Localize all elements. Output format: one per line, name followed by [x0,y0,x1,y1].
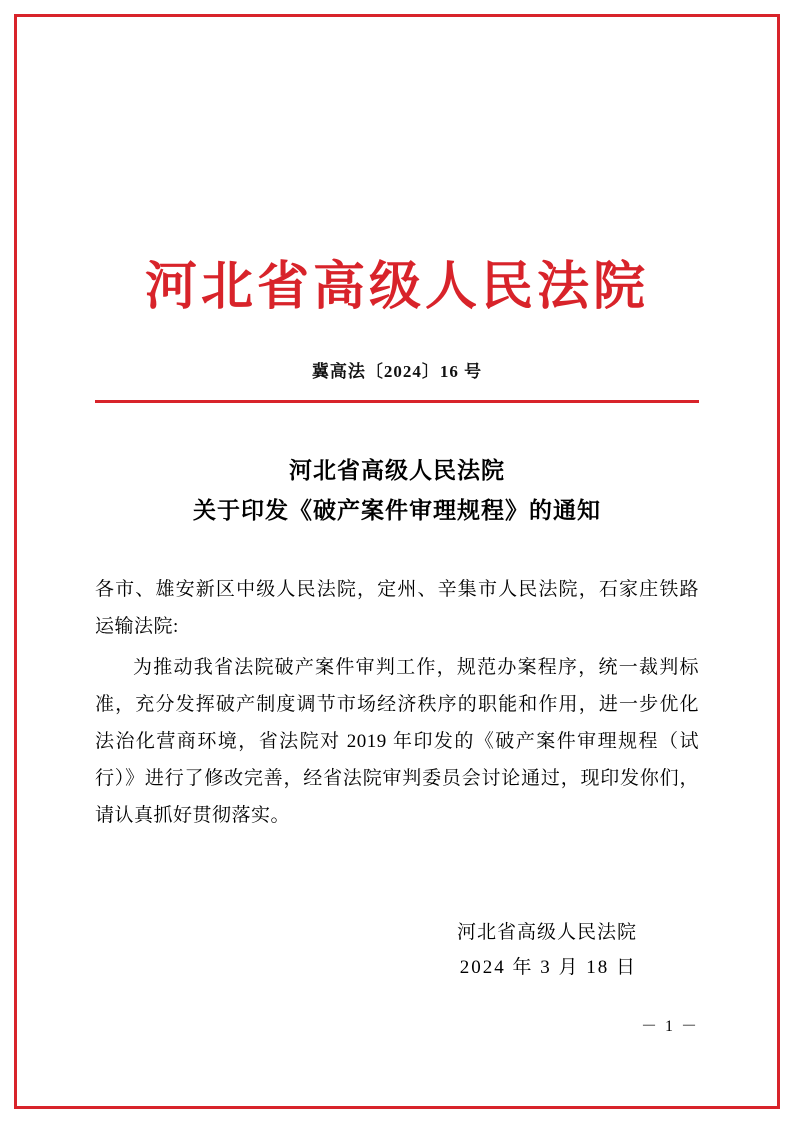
issuing-authority-title: 河北省高级人民法院 [144,256,649,317]
document-number: 冀高法〔2024〕16 号 [311,362,483,382]
addressee-block: 各市、雄安新区中级人民法院，定州、辛集市人民法院，石家庄铁路运输法院: [95,579,699,638]
red-divider-rule [95,400,699,403]
subject-line-1: 河北省高级人民法院 [289,457,505,483]
signature-date: 2024 年 3 月 18 日 [459,957,637,979]
signature-organization: 河北省高级人民法院 [456,921,637,943]
page-number: － 1 － [640,1018,699,1035]
body-paragraph: 为推动我省法院破产案件审判工作，规范办案程序，统一裁判标准，充分发挥破产制度调节市场经济秩序的职能和作用，进一步优化法治化营商环境，省法院对 2019 年印发的《破产案件审理规程（试行）》进行了修改完善，经省法院审判委员会讨论通过，现印发你们，请认真抓好贯彻落实。 [95,657,699,827]
document-subject [95,451,699,532]
subject-line-2: 关于印发《破产案件审理规程》的通知 [193,497,601,523]
